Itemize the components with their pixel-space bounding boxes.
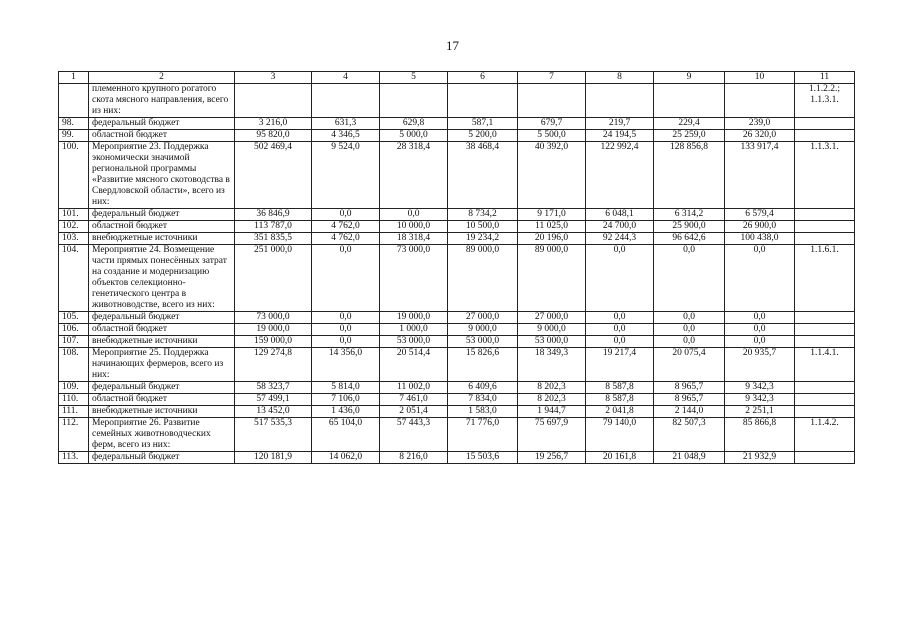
row-name-cell: федеральный бюджет (89, 209, 235, 221)
row-name-cell: Мероприятие 26. Развитие семейных животноводческих ферм, всего из них: (89, 418, 235, 452)
column-header: 6 (448, 72, 518, 84)
value-cell: 6 314,2 (654, 209, 725, 221)
value-cell: 7 106,0 (312, 394, 380, 406)
table-row (59, 312, 855, 324)
value-cell: 26 320,0 (725, 130, 795, 142)
value-cell: 631,3 (312, 118, 380, 130)
value-cell: 38 468,4 (448, 142, 518, 209)
value-cell: 9 171,0 (518, 209, 586, 221)
value-cell: 0,0 (654, 336, 725, 348)
table-body (59, 84, 855, 464)
value-cell: 0,0 (654, 245, 725, 312)
row-name-cell: областной бюджет (89, 221, 235, 233)
value-cell: 92 244,3 (586, 233, 654, 245)
value-cell: 129 274,8 (235, 348, 312, 382)
row-name-cell: внебюджетные источники (89, 406, 235, 418)
value-cell: 9 524,0 (312, 142, 380, 209)
value-cell: 40 392,0 (518, 142, 586, 209)
value-cell: 0,0 (725, 324, 795, 336)
code-cell: 1.1.4.2. (795, 418, 855, 452)
value-cell: 15 503,6 (448, 452, 518, 464)
code-cell: 1.1.4.1. (795, 348, 855, 382)
code-cell (795, 118, 855, 130)
value-cell: 128 856,8 (654, 142, 725, 209)
table-row (59, 118, 855, 130)
value-cell (312, 84, 380, 118)
value-cell: 1 000,0 (380, 324, 448, 336)
row-number-cell: 107. (59, 336, 89, 348)
value-cell: 19 256,7 (518, 452, 586, 464)
value-cell (654, 84, 725, 118)
value-cell: 10 000,0 (380, 221, 448, 233)
table-row (59, 336, 855, 348)
column-header: 4 (312, 72, 380, 84)
row-name-cell: областной бюджет (89, 324, 235, 336)
value-cell: 0,0 (654, 312, 725, 324)
table-row (59, 245, 855, 312)
value-cell: 11 025,0 (518, 221, 586, 233)
value-cell: 18 349,3 (518, 348, 586, 382)
value-cell: 25 259,0 (654, 130, 725, 142)
value-cell: 36 846,9 (235, 209, 312, 221)
value-cell: 100 438,0 (725, 233, 795, 245)
value-cell: 1 583,0 (448, 406, 518, 418)
value-cell: 21 932,9 (725, 452, 795, 464)
value-cell: 6 579,4 (725, 209, 795, 221)
column-header: 11 (795, 72, 855, 84)
row-name-cell: племенного крупного рогатого скота мясного направления, всего из них: (89, 84, 235, 118)
value-cell: 9 000,0 (518, 324, 586, 336)
table-row (59, 406, 855, 418)
budget-table (58, 71, 855, 464)
value-cell: 6 048,1 (586, 209, 654, 221)
value-cell: 65 104,0 (312, 418, 380, 452)
value-cell: 8 216,0 (380, 452, 448, 464)
row-name-cell: федеральный бюджет (89, 382, 235, 394)
value-cell: 73 000,0 (235, 312, 312, 324)
value-cell: 53 000,0 (448, 336, 518, 348)
value-cell: 82 507,3 (654, 418, 725, 452)
table-row (59, 382, 855, 394)
row-number-cell: 109. (59, 382, 89, 394)
value-cell: 8 587,8 (586, 394, 654, 406)
value-cell: 4 762,0 (312, 221, 380, 233)
value-cell: 20 196,0 (518, 233, 586, 245)
code-cell (795, 452, 855, 464)
value-cell: 25 900,0 (654, 221, 725, 233)
row-name-cell: внебюджетные источники (89, 336, 235, 348)
value-cell: 113 787,0 (235, 221, 312, 233)
row-name-cell: Мероприятие 23. Поддержка экономически значимой региональной программы «Развитие мясного скотоводства в Свердловской области», всего из них: (89, 142, 235, 209)
value-cell: 18 318,4 (380, 233, 448, 245)
value-cell: 20 935,7 (725, 348, 795, 382)
code-cell: 1.1.2.2.; 1.1.3.1. (795, 84, 855, 118)
value-cell: 14 356,0 (312, 348, 380, 382)
value-cell: 219,7 (586, 118, 654, 130)
value-cell: 0,0 (380, 209, 448, 221)
value-cell: 5 814,0 (312, 382, 380, 394)
value-cell: 502 469,4 (235, 142, 312, 209)
value-cell: 8 587,8 (586, 382, 654, 394)
value-cell: 10 500,0 (448, 221, 518, 233)
value-cell: 57 443,3 (380, 418, 448, 452)
column-header: 7 (518, 72, 586, 84)
row-name-cell: Мероприятие 24. Возмещение части прямых понесённых затрат на создание и модернизацию объектов селекционно-генетического центра в животноводстве, всего из них: (89, 245, 235, 312)
value-cell: 26 900,0 (725, 221, 795, 233)
value-cell: 79 140,0 (586, 418, 654, 452)
row-number-cell: 103. (59, 233, 89, 245)
row-number-cell: 98. (59, 118, 89, 130)
value-cell: 73 000,0 (380, 245, 448, 312)
value-cell: 120 181,9 (235, 452, 312, 464)
value-cell: 133 917,4 (725, 142, 795, 209)
value-cell: 0,0 (312, 209, 380, 221)
row-name-cell: внебюджетные источники (89, 233, 235, 245)
value-cell: 20 514,4 (380, 348, 448, 382)
value-cell: 9 342,3 (725, 382, 795, 394)
value-cell: 679,7 (518, 118, 586, 130)
value-cell: 0,0 (654, 324, 725, 336)
value-cell: 71 776,0 (448, 418, 518, 452)
table-row (59, 233, 855, 245)
value-cell: 89 000,0 (448, 245, 518, 312)
column-header: 5 (380, 72, 448, 84)
value-cell: 27 000,0 (448, 312, 518, 324)
value-cell (448, 84, 518, 118)
column-header: 1 (59, 72, 89, 84)
value-cell: 351 835,5 (235, 233, 312, 245)
code-cell (795, 406, 855, 418)
value-cell: 19 234,2 (448, 233, 518, 245)
value-cell: 2 041,8 (586, 406, 654, 418)
value-cell: 20 161,8 (586, 452, 654, 464)
table-row (59, 418, 855, 452)
column-header: 2 (89, 72, 235, 84)
value-cell: 7 834,0 (448, 394, 518, 406)
value-cell: 1 944,7 (518, 406, 586, 418)
row-number-cell: 112. (59, 418, 89, 452)
row-name-cell: областной бюджет (89, 130, 235, 142)
code-cell: 1.1.6.1. (795, 245, 855, 312)
row-number-cell: 106. (59, 324, 89, 336)
value-cell: 7 461,0 (380, 394, 448, 406)
column-header: 8 (586, 72, 654, 84)
row-number-cell (59, 84, 89, 118)
value-cell: 122 992,4 (586, 142, 654, 209)
value-cell: 58 323,7 (235, 382, 312, 394)
value-cell: 13 452,0 (235, 406, 312, 418)
value-cell: 0,0 (725, 336, 795, 348)
value-cell: 53 000,0 (518, 336, 586, 348)
value-cell: 2 051,4 (380, 406, 448, 418)
value-cell: 4 346,5 (312, 130, 380, 142)
row-number-cell: 104. (59, 245, 89, 312)
code-cell: 1.1.3.1. (795, 142, 855, 209)
value-cell: 0,0 (586, 324, 654, 336)
value-cell (586, 84, 654, 118)
value-cell: 85 866,8 (725, 418, 795, 452)
table-row (59, 221, 855, 233)
value-cell: 0,0 (725, 245, 795, 312)
value-cell: 20 075,4 (654, 348, 725, 382)
value-cell: 15 826,6 (448, 348, 518, 382)
value-cell: 0,0 (725, 312, 795, 324)
row-number-cell: 113. (59, 452, 89, 464)
value-cell: 8 202,3 (518, 382, 586, 394)
value-cell: 96 642,6 (654, 233, 725, 245)
table-row (59, 130, 855, 142)
row-number-cell: 105. (59, 312, 89, 324)
table-row (59, 394, 855, 406)
value-cell: 89 000,0 (518, 245, 586, 312)
value-cell: 19 217,4 (586, 348, 654, 382)
code-cell (795, 324, 855, 336)
value-cell: 251 000,0 (235, 245, 312, 312)
column-header: 10 (725, 72, 795, 84)
row-number-cell: 100. (59, 142, 89, 209)
value-cell: 587,1 (448, 118, 518, 130)
row-number-cell: 101. (59, 209, 89, 221)
code-cell (795, 312, 855, 324)
table-row (59, 452, 855, 464)
table-header-row (59, 72, 855, 84)
row-name-cell: областной бюджет (89, 394, 235, 406)
value-cell: 159 000,0 (235, 336, 312, 348)
row-number-cell: 110. (59, 394, 89, 406)
value-cell: 0,0 (312, 312, 380, 324)
value-cell: 75 697,9 (518, 418, 586, 452)
row-name-cell: федеральный бюджет (89, 452, 235, 464)
code-cell (795, 130, 855, 142)
value-cell: 0,0 (586, 245, 654, 312)
row-number-cell: 102. (59, 221, 89, 233)
value-cell: 9 342,3 (725, 394, 795, 406)
value-cell: 229,4 (654, 118, 725, 130)
value-cell: 3 216,0 (235, 118, 312, 130)
row-number-cell: 111. (59, 406, 89, 418)
value-cell: 19 000,0 (235, 324, 312, 336)
value-cell: 27 000,0 (518, 312, 586, 324)
table-row (59, 84, 855, 118)
code-cell (795, 394, 855, 406)
value-cell: 0,0 (586, 336, 654, 348)
value-cell: 53 000,0 (380, 336, 448, 348)
value-cell: 5 000,0 (380, 130, 448, 142)
value-cell: 0,0 (586, 312, 654, 324)
value-cell: 8 965,7 (654, 382, 725, 394)
column-header: 9 (654, 72, 725, 84)
table-row (59, 324, 855, 336)
value-cell: 4 762,0 (312, 233, 380, 245)
row-number-cell: 108. (59, 348, 89, 382)
value-cell: 0,0 (312, 324, 380, 336)
code-cell (795, 209, 855, 221)
value-cell: 2 144,0 (654, 406, 725, 418)
table-row (59, 348, 855, 382)
value-cell: 0,0 (312, 336, 380, 348)
value-cell: 8 734,2 (448, 209, 518, 221)
value-cell: 28 318,4 (380, 142, 448, 209)
value-cell (725, 84, 795, 118)
value-cell: 6 409,6 (448, 382, 518, 394)
value-cell: 24 700,0 (586, 221, 654, 233)
value-cell: 8 202,3 (518, 394, 586, 406)
value-cell: 21 048,9 (654, 452, 725, 464)
value-cell: 9 000,0 (448, 324, 518, 336)
value-cell: 57 499,1 (235, 394, 312, 406)
value-cell: 2 251,1 (725, 406, 795, 418)
value-cell: 24 194,5 (586, 130, 654, 142)
row-number-cell: 99. (59, 130, 89, 142)
column-header: 3 (235, 72, 312, 84)
value-cell: 517 535,3 (235, 418, 312, 452)
code-cell (795, 221, 855, 233)
value-cell: 5 500,0 (518, 130, 586, 142)
value-cell: 1 436,0 (312, 406, 380, 418)
value-cell: 629,8 (380, 118, 448, 130)
value-cell (235, 84, 312, 118)
code-cell (795, 233, 855, 245)
value-cell: 14 062,0 (312, 452, 380, 464)
table-row (59, 142, 855, 209)
value-cell: 95 820,0 (235, 130, 312, 142)
value-cell: 0,0 (312, 245, 380, 312)
value-cell: 239,0 (725, 118, 795, 130)
value-cell: 8 965,7 (654, 394, 725, 406)
code-cell (795, 336, 855, 348)
value-cell: 11 002,0 (380, 382, 448, 394)
code-cell (795, 382, 855, 394)
page-number: 17 (446, 38, 459, 53)
value-cell (518, 84, 586, 118)
value-cell: 19 000,0 (380, 312, 448, 324)
row-name-cell: федеральный бюджет (89, 312, 235, 324)
row-name-cell: Мероприятие 25. Поддержка начинающих фермеров, всего из них: (89, 348, 235, 382)
value-cell (380, 84, 448, 118)
table-row (59, 209, 855, 221)
row-name-cell: федеральный бюджет (89, 118, 235, 130)
value-cell: 5 200,0 (448, 130, 518, 142)
